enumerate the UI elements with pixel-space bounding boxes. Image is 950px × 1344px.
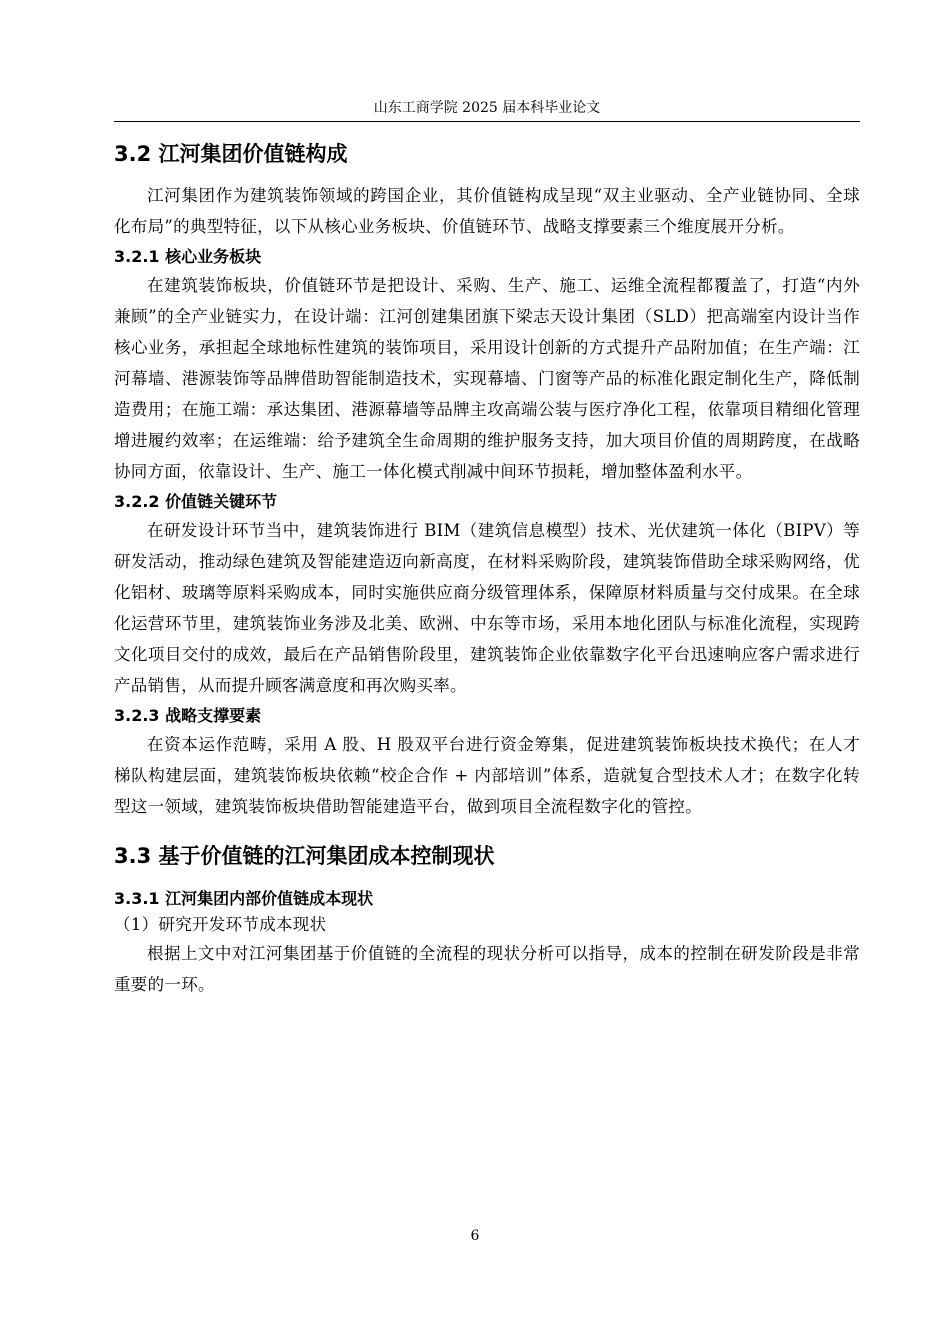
page-number: 6 [470,1228,480,1244]
subsection-heading-3-2-1: 3.2.1 核心业务板块 [114,247,262,266]
section-heading-3-3: 3.3 基于价值链的江河集团成本控制现状 [114,844,495,868]
subsection-3-2-3-body: 在资本运作范畴，采用 A 股、H 股双平台进行资金筹集，促进建筑装饰板块技术换代；在人才梯队构建层面，建筑装饰板块依赖“校企合作 + 内部培训”体系，造就复合型技术人才；在数字化转型这一领域，建筑装饰板块借助智能建造平台，做到项目全流程数字化的管控。 [114,735,860,816]
subsection-heading-3-2-3: 3.2.3 战略支撑要素 [114,706,262,725]
section-3-2-intro: 江河集团作为建筑装饰领域的跨国企业，其价值链构成呈现“双主业驱动、全产业链协同、全球化布局”的典型特征，以下从核心业务板块、价值链环节、战略支撑要素三个维度展开分析。 [114,186,860,236]
page-content [114,138,860,1000]
list-item-1: （1）研究开发环节成本现状 [114,915,327,934]
subsection-3-2-1-body: 在建筑装饰板块，价值链环节是把设计、采购、生产、施工、运维全流程都覆盖了，打造“内外兼顾”的全产业链实力，在设计端：江河创建集团旗下梁志天设计集团（SLD）把高端室内设计当作核心业务，承担起全球地标性建筑的装饰项目，采用设计创新的方式提升产品附加值；在生产端：江河幕墙、港源装饰等品牌借助智能制造技术，实现幕墙、门窗等产品的标准化跟定制化生产，降低制造费用；在施工端：承达集团、港源幕墙等品牌主攻高端公装与医疗净化工程，依靠项目精细化管理增进履约效率；在运维端：给予建筑全生命周期的维护服务支持，加大项目价值的周期跨度，在战略协同方面，依靠设计、生产、施工一体化模式削减中间环节损耗，增加整体盈利水平。 [114,276,860,481]
subsection-3-2-2-body: 在研发设计环节当中，建筑装饰进行 BIM（建筑信息模型）技术、光伏建筑一体化（BIPV）等研发活动，推动绿色建筑及智能建造迈向新高度，在材料采购阶段，建筑装饰借助全球采购网络，优化铝材、玻璃等原料采购成本，同时实施供应商分级管理体系，保障原材料质量与交付成果。在全球化运营环节里，建筑装饰业务涉及北美、欧洲、中东等市场，采用本地化团队与标准化流程，实现跨文化项目交付的成效，最后在产品销售阶段里，建筑装饰企业依靠数字化平台迅速响应客户需求进行产品销售，从而提升顾客满意度和再次购买率。 [114,521,860,695]
header-rule [114,121,860,122]
subsection-heading-3-3-1: 3.3.1 江河集团内部价值链成本现状 [114,889,374,908]
section-heading-3-2: 3.2 江河集团价值链构成 [114,142,348,166]
subsection-heading-3-2-2: 3.2.2 价值链关键环节 [114,492,278,511]
running-header: 山东工商学院 2025 届本科毕业论文 [373,100,601,116]
subsection-3-3-1-body: 根据上文中对江河集团基于价值链的全流程的现状分析可以指导，成本的控制在研发阶段是非常重要的一环。 [114,944,860,994]
